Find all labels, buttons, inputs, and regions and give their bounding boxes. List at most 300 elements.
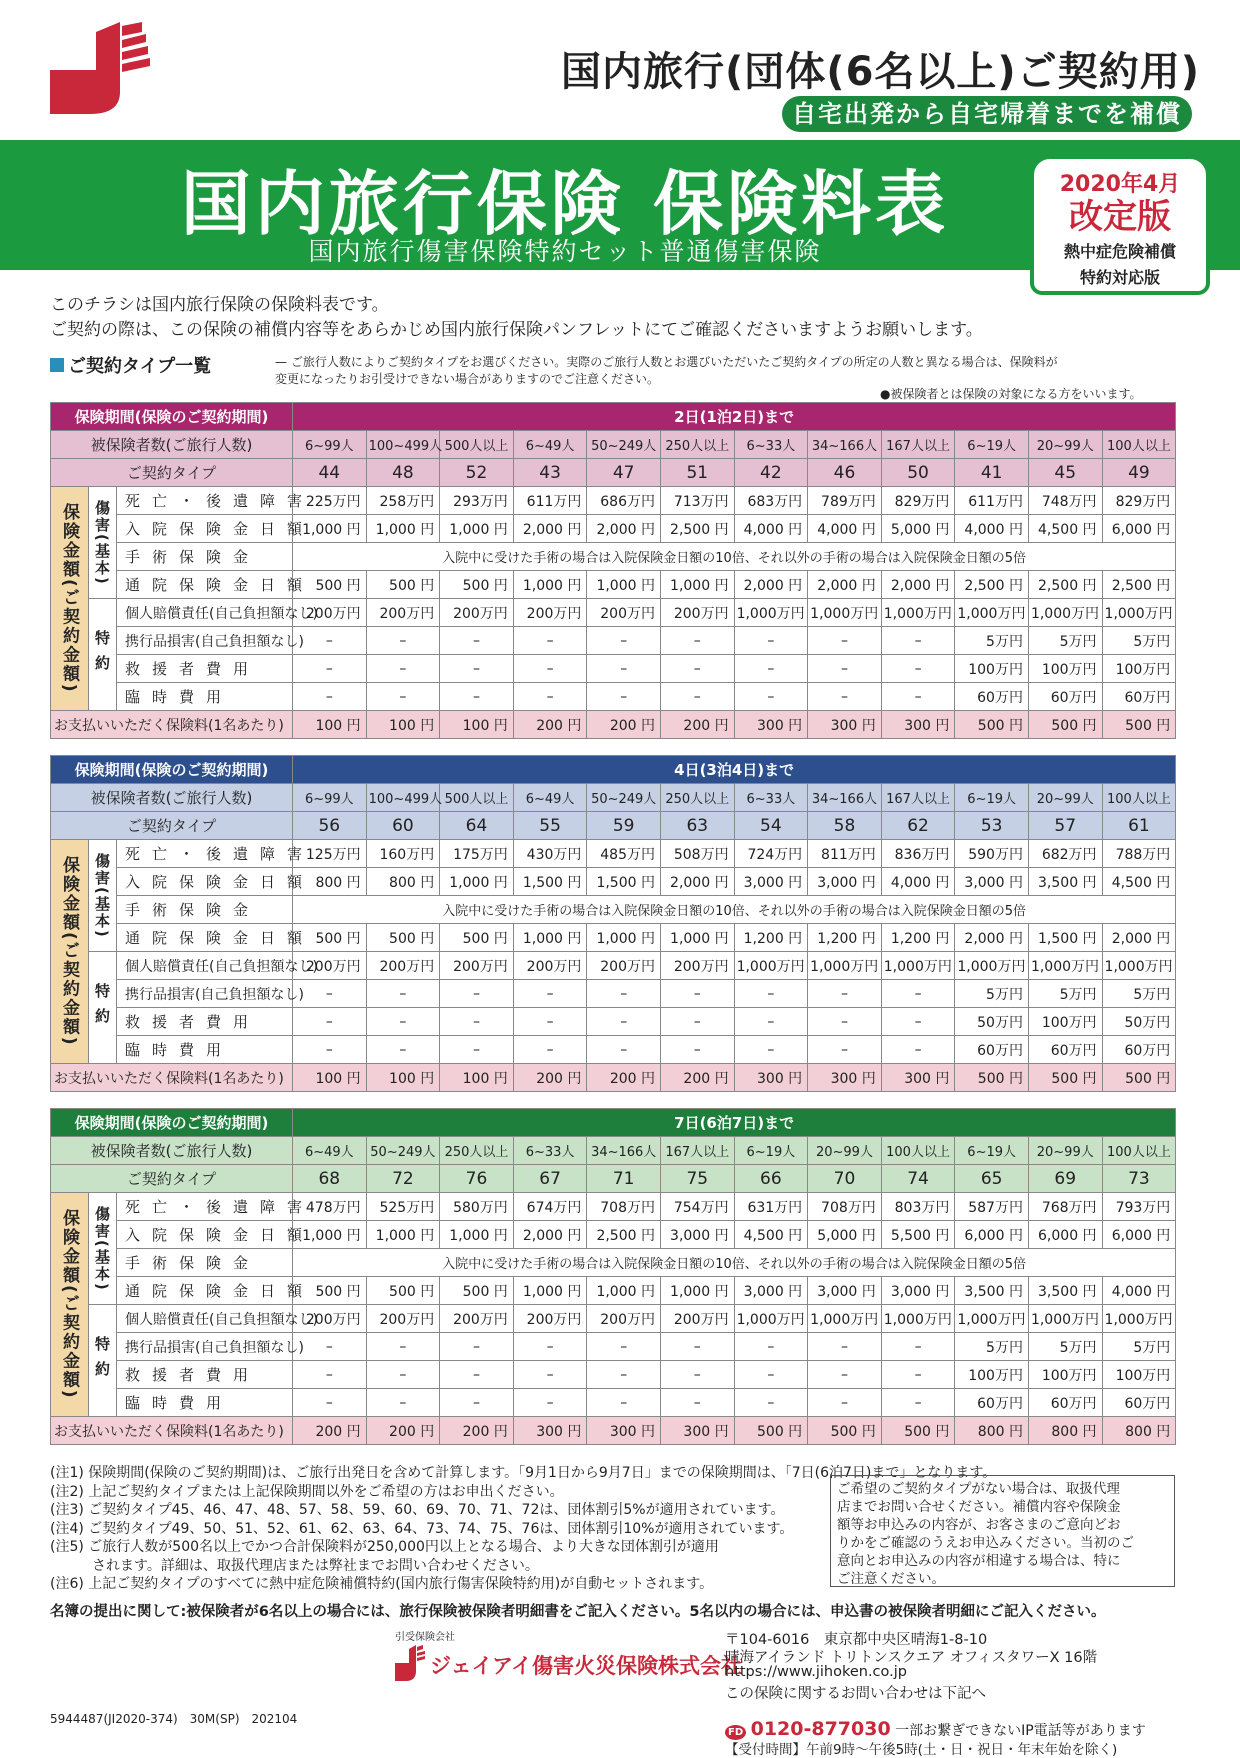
- outpatient-cell: 2,500 円: [1102, 571, 1176, 599]
- contract-type-cell: 61: [1102, 812, 1176, 840]
- baggage-cell: –: [440, 627, 514, 655]
- contract-type-cell: 70: [808, 1165, 882, 1193]
- hospital-label: 入院保険金日額: [117, 515, 293, 543]
- death-cell: 708万円: [808, 1193, 882, 1221]
- premium-cell: 200 円: [587, 1064, 661, 1092]
- baggage-cell: –: [881, 627, 955, 655]
- period-value: 7日(6泊7日)まで: [293, 1109, 1176, 1137]
- hospital-cell: 4,500 円: [1102, 868, 1176, 896]
- notice-line: りかをご確認のうえお申込みください。当初のご: [837, 1535, 1134, 1551]
- temp-cell: 60万円: [1028, 1036, 1102, 1064]
- death-cell: 225万円: [293, 487, 367, 515]
- contract-type-cell: 67: [513, 1165, 587, 1193]
- death-cell: 580万円: [440, 1193, 514, 1221]
- temp-cell: –: [293, 1389, 367, 1417]
- hospital-cell: 4,000 円: [955, 515, 1029, 543]
- premium-cell: 100 円: [366, 711, 440, 739]
- liability-cell: 200万円: [587, 599, 661, 627]
- hospital-cell: 4,000 円: [881, 868, 955, 896]
- premium-cell: 500 円: [1028, 1064, 1102, 1092]
- hospital-cell: 6,000 円: [1028, 1221, 1102, 1249]
- baggage-label: 携行品損害(自己負担額なし): [117, 980, 293, 1008]
- section-note: ●被保険者とは保険の対象になる方をいいます。: [880, 387, 1142, 401]
- liability-row: [51, 952, 1176, 980]
- liability-cell: 1,000万円: [1102, 1305, 1176, 1333]
- outpatient-cell: 2,000 円: [955, 924, 1029, 952]
- baggage-cell: –: [660, 1333, 734, 1361]
- temp-cell: –: [366, 683, 440, 711]
- liability-cell: 1,000万円: [955, 599, 1029, 627]
- contract-type-cell: 71: [587, 1165, 661, 1193]
- death-cell: 793万円: [1102, 1193, 1176, 1221]
- rescue-cell: –: [587, 1361, 661, 1389]
- baggage-cell: –: [440, 1333, 514, 1361]
- premium-cell: 200 円: [440, 1417, 514, 1445]
- liability-cell: 200万円: [366, 1305, 440, 1333]
- premium-cell: 100 円: [440, 711, 514, 739]
- period-label: 保険期間(保険のご契約期間): [51, 756, 293, 784]
- insured-count-cell: 6~49人: [513, 431, 587, 459]
- period-value: 2日(1泊2日)まで: [293, 403, 1176, 431]
- death-label: 死亡・後遺障害: [117, 487, 293, 515]
- outpatient-cell: 2,000 円: [808, 571, 882, 599]
- insured-count-label: 被保険者数(ご旅行人数): [51, 784, 293, 812]
- hospital-cell: 4,000 円: [808, 515, 882, 543]
- liability-cell: 1,000万円: [808, 1305, 882, 1333]
- outpatient-label: 通院保険金日額: [117, 1277, 293, 1305]
- premium-cell: 300 円: [660, 1417, 734, 1445]
- death-cell: 587万円: [955, 1193, 1029, 1221]
- basic-group-label: 傷害(基本): [89, 487, 117, 599]
- baggage-row: [51, 627, 1176, 655]
- baggage-cell: –: [734, 627, 808, 655]
- outpatient-cell: 3,500 円: [955, 1277, 1029, 1305]
- contract-type-cell: 75: [660, 1165, 734, 1193]
- outpatient-label: 通院保険金日額: [117, 924, 293, 952]
- hospital-label: 入院保険金日額: [117, 1221, 293, 1249]
- hospital-cell: 1,000 円: [440, 1221, 514, 1249]
- temp-cell: –: [808, 1389, 882, 1417]
- death-cell: 789万円: [808, 487, 882, 515]
- address-line: 晴海アイランド トリトンスクエア オフィスタワーX 16階: [725, 1650, 1098, 1666]
- rescue-cell: –: [808, 1361, 882, 1389]
- outpatient-row: [51, 571, 1176, 599]
- tel-number[interactable]: 0120-877030: [750, 1718, 891, 1740]
- premium-cell: 500 円: [1102, 1064, 1176, 1092]
- rescue-cell: –: [440, 1008, 514, 1036]
- rescue-row: [51, 655, 1176, 683]
- intro-line: このチラシは国内旅行保険の保険料表です。: [50, 295, 389, 315]
- temp-cell: –: [440, 683, 514, 711]
- insured-count-cell: 500人以上: [440, 784, 514, 812]
- rescue-cell: –: [293, 655, 367, 683]
- outpatient-cell: 500 円: [293, 571, 367, 599]
- liability-cell: 1,000万円: [1028, 952, 1102, 980]
- outpatient-cell: 2,000 円: [881, 571, 955, 599]
- premium-cell: 500 円: [1028, 711, 1102, 739]
- death-cell: 430万円: [513, 840, 587, 868]
- outpatient-cell: 3,000 円: [734, 1277, 808, 1305]
- insured-count-cell: 34~166人: [587, 1137, 661, 1165]
- hospital-cell: 6,000 円: [1102, 515, 1176, 543]
- contract-type-cell: 53: [955, 812, 1029, 840]
- death-cell: 478万円: [293, 1193, 367, 1221]
- temp-cell: –: [293, 1036, 367, 1064]
- contract-type-cell: 49: [1102, 459, 1176, 487]
- death-cell: 258万円: [366, 487, 440, 515]
- rescue-cell: –: [734, 1008, 808, 1036]
- premium-label: お支払いいただく保険料(1名あたり): [51, 1064, 293, 1092]
- rescue-cell: –: [587, 655, 661, 683]
- rescue-cell: –: [366, 1361, 440, 1389]
- outpatient-cell: 2,500 円: [1028, 571, 1102, 599]
- baggage-cell: –: [366, 627, 440, 655]
- premium-cell: 300 円: [513, 1417, 587, 1445]
- revision-badge: [1030, 155, 1210, 295]
- rescue-cell: –: [881, 1361, 955, 1389]
- footnote: (注2) 上記ご契約タイプまたは上記保険期間以外をご希望の方はお申出ください。: [50, 1483, 564, 1500]
- liability-cell: 1,000万円: [1102, 952, 1176, 980]
- premium-cell: 200 円: [293, 1417, 367, 1445]
- hospital-label: 入院保険金日額: [117, 868, 293, 896]
- insured-count-cell: 250人以上: [660, 784, 734, 812]
- temp-cell: 60万円: [1102, 1389, 1176, 1417]
- contract-type-cell: 42: [734, 459, 808, 487]
- footnote: (注3) ご契約タイプ45、46、47、48、57、58、59、60、69、70、71、72は、団体割引5%が適用されています。: [50, 1502, 785, 1518]
- death-cell: 683万円: [734, 487, 808, 515]
- liability-cell: 1,000万円: [808, 952, 882, 980]
- baggage-cell: –: [734, 980, 808, 1008]
- insured-count-cell: 100人以上: [1102, 431, 1176, 459]
- outpatient-row: [51, 1277, 1176, 1305]
- death-cell: 525万円: [366, 1193, 440, 1221]
- premium-cell: 300 円: [587, 1417, 661, 1445]
- rescue-cell: –: [587, 1008, 661, 1036]
- rescue-cell: –: [366, 655, 440, 683]
- liability-row: [51, 1305, 1176, 1333]
- insured-count-label: 被保険者数(ご旅行人数): [51, 431, 293, 459]
- rescue-cell: –: [513, 655, 587, 683]
- liability-label: 個人賠償責任(自己負担額なし): [117, 1305, 293, 1333]
- contract-type-cell: 69: [1028, 1165, 1102, 1193]
- hospital-cell: 4,500 円: [1028, 515, 1102, 543]
- surgery-note: 入院中に受けた手術の場合は入院保険金日額の10倍、それ以外の手術の場合は入院保険金日額の5倍: [293, 1249, 1176, 1277]
- issuer-name: ジェイアイ傷害火災保険株式会社: [430, 1654, 743, 1678]
- death-row: [51, 840, 1176, 868]
- insured-count-cell: 100人以上: [1102, 784, 1176, 812]
- death-row: [51, 1193, 1176, 1221]
- rescue-cell: 50万円: [1102, 1008, 1176, 1036]
- premium-cell: 200 円: [660, 1064, 734, 1092]
- rescue-cell: –: [293, 1008, 367, 1036]
- liability-cell: 1,000万円: [881, 952, 955, 980]
- hospital-cell: 800 円: [366, 868, 440, 896]
- baggage-cell: –: [587, 980, 661, 1008]
- hospital-cell: 5,500 円: [881, 1221, 955, 1249]
- sub-title: 国内旅行傷害保険特約セット普通傷害保険: [308, 237, 822, 266]
- outpatient-cell: 1,000 円: [660, 1277, 734, 1305]
- death-cell: 829万円: [1102, 487, 1176, 515]
- insured-count-row: [51, 431, 1176, 459]
- contract-type-cell: 58: [808, 812, 882, 840]
- hospital-cell: 1,000 円: [366, 515, 440, 543]
- square-icon: [50, 358, 64, 372]
- death-cell: 836万円: [881, 840, 955, 868]
- outpatient-cell: 1,000 円: [587, 924, 661, 952]
- hospital-cell: 3,000 円: [660, 1221, 734, 1249]
- contract-type-cell: 68: [293, 1165, 367, 1193]
- ji-logo: [50, 22, 150, 114]
- liability-cell: 1,000万円: [955, 952, 1029, 980]
- liability-cell: 200万円: [293, 1305, 367, 1333]
- premium-cell: 300 円: [808, 1064, 882, 1092]
- surgery-label: 手術保険金: [117, 1249, 293, 1277]
- contract-type-cell: 76: [440, 1165, 514, 1193]
- rescue-row: [51, 1008, 1176, 1036]
- baggage-cell: –: [366, 1333, 440, 1361]
- section-heading: ご契約タイプ一覧: [50, 352, 211, 378]
- temp-cell: –: [808, 683, 882, 711]
- liability-cell: 1,000万円: [808, 599, 882, 627]
- liability-label: 個人賠償責任(自己負担額なし): [117, 599, 293, 627]
- rescue-label: 救援者費用: [117, 1008, 293, 1036]
- outpatient-cell: 1,000 円: [660, 571, 734, 599]
- outpatient-cell: 2,000 円: [734, 571, 808, 599]
- liability-cell: 200万円: [660, 599, 734, 627]
- baggage-cell: –: [881, 1333, 955, 1361]
- insured-count-cell: 34~166人: [808, 431, 882, 459]
- temp-cell: –: [513, 1036, 587, 1064]
- insured-count-cell: 34~166人: [808, 784, 882, 812]
- rescue-cell: –: [513, 1008, 587, 1036]
- outpatient-cell: 4,000 円: [1102, 1277, 1176, 1305]
- outpatient-row: [51, 924, 1176, 952]
- contract-type-cell: 51: [660, 459, 734, 487]
- liability-cell: 200万円: [660, 1305, 734, 1333]
- premium-cell: 200 円: [513, 1064, 587, 1092]
- baggage-cell: 5万円: [1102, 1333, 1176, 1361]
- rescue-cell: –: [734, 655, 808, 683]
- premium-row: [51, 711, 1176, 739]
- baggage-cell: –: [660, 627, 734, 655]
- insured-count-label: 被保険者数(ご旅行人数): [51, 1137, 293, 1165]
- death-cell: 829万円: [881, 487, 955, 515]
- contract-type-cell: 57: [1028, 812, 1102, 840]
- section-note: — ご旅行人数によりご契約タイプをお選びください。実際のご旅行人数とお選びいただいたご契約タイプの所定の人数と異なる場合は、保険料が: [275, 355, 1058, 369]
- hospital-cell: 2,000 円: [660, 868, 734, 896]
- baggage-cell: 5万円: [1102, 980, 1176, 1008]
- baggage-label: 携行品損害(自己負担額なし): [117, 1333, 293, 1361]
- outpatient-label: 通院保険金日額: [117, 571, 293, 599]
- liability-cell: 200万円: [587, 1305, 661, 1333]
- liability-cell: 1,000万円: [1102, 599, 1176, 627]
- period-row: [51, 1109, 1176, 1137]
- period-row: [51, 403, 1176, 431]
- temp-cell: 60万円: [1102, 1036, 1176, 1064]
- baggage-cell: –: [366, 980, 440, 1008]
- insured-count-cell: 6~33人: [734, 784, 808, 812]
- hospital-cell: 1,000 円: [366, 1221, 440, 1249]
- issuer-label: 引受保険会社: [395, 1632, 455, 1643]
- outpatient-cell: 1,000 円: [660, 924, 734, 952]
- contract-type-cell: 62: [881, 812, 955, 840]
- roster-note: 名簿の提出に関して:被保険者が6名以上の場合には、旅行保険被保険者明細書をご記入ください。5名以内の場合には、申込書の被保険者明細にご記入ください。: [50, 1604, 1106, 1620]
- contract-type-cell: 55: [513, 812, 587, 840]
- insured-count-cell: 20~99人: [1028, 431, 1102, 459]
- special-group-label: 特約: [89, 952, 117, 1064]
- contract-type-cell: 45: [1028, 459, 1102, 487]
- temp-row: [51, 1389, 1176, 1417]
- baggage-cell: –: [293, 1333, 367, 1361]
- hospital-cell: 5,000 円: [808, 1221, 882, 1249]
- contract-type-cell: 47: [587, 459, 661, 487]
- rate-table: [50, 1108, 1176, 1445]
- hospital-cell: 3,000 円: [955, 868, 1029, 896]
- death-cell: 708万円: [587, 1193, 661, 1221]
- header-title: 国内旅行(団体(6名以上)ご契約用): [561, 49, 1200, 95]
- website-link[interactable]: https://www.jihoken.co.jp: [725, 1664, 907, 1680]
- badge-note1: 熱中症危険補償: [1063, 242, 1176, 261]
- insured-count-row: [51, 1137, 1176, 1165]
- temp-row: [51, 683, 1176, 711]
- surgery-note: 入院中に受けた手術の場合は入院保険金日額の10倍、それ以外の手術の場合は入院保険金日額の5倍: [293, 543, 1176, 571]
- contract-type-cell: 56: [293, 812, 367, 840]
- death-cell: 160万円: [366, 840, 440, 868]
- period-value: 4日(3泊4日)まで: [293, 756, 1176, 784]
- intro-line: ご契約の際は、この保険の補償内容等をあらかじめ国内旅行保険パンフレットにてご確認くださいますようお願いします。: [50, 320, 983, 340]
- temp-cell: –: [660, 1036, 734, 1064]
- temp-label: 臨時費用: [117, 1389, 293, 1417]
- baggage-cell: –: [440, 980, 514, 1008]
- insured-count-cell: 250人以上: [440, 1137, 514, 1165]
- outpatient-cell: 1,000 円: [513, 1277, 587, 1305]
- temp-cell: 60万円: [1028, 683, 1102, 711]
- hospital-cell: 4,500 円: [734, 1221, 808, 1249]
- surgery-row: [51, 543, 1176, 571]
- hospital-cell: 5,000 円: [881, 515, 955, 543]
- surgery-note: 入院中に受けた手術の場合は入院保険金日額の10倍、それ以外の手術の場合は入院保険金日額の5倍: [293, 896, 1176, 924]
- death-cell: 674万円: [513, 1193, 587, 1221]
- contract-type-cell: 74: [881, 1165, 955, 1193]
- contract-type-cell: 44: [293, 459, 367, 487]
- baggage-cell: –: [513, 627, 587, 655]
- rescue-cell: –: [808, 1008, 882, 1036]
- hospital-cell: 1,000 円: [440, 868, 514, 896]
- baggage-cell: –: [513, 1333, 587, 1361]
- death-row: [51, 487, 1176, 515]
- premium-cell: 800 円: [1028, 1417, 1102, 1445]
- death-label: 死亡・後遺障害: [117, 840, 293, 868]
- death-cell: 631万円: [734, 1193, 808, 1221]
- contract-type-cell: 60: [366, 812, 440, 840]
- insured-count-cell: 6~33人: [734, 431, 808, 459]
- contract-type-cell: 72: [366, 1165, 440, 1193]
- outpatient-cell: 500 円: [293, 924, 367, 952]
- liability-cell: 1,000万円: [734, 952, 808, 980]
- premium-cell: 300 円: [734, 711, 808, 739]
- baggage-cell: 5万円: [955, 627, 1029, 655]
- liability-cell: 200万円: [587, 952, 661, 980]
- doc-code: 5944487(JI2020-374) 30M(SP) 202104: [50, 1712, 298, 1726]
- premium-cell: 100 円: [440, 1064, 514, 1092]
- death-cell: 293万円: [440, 487, 514, 515]
- insured-count-cell: 20~99人: [1028, 1137, 1102, 1165]
- liability-cell: 200万円: [513, 952, 587, 980]
- outpatient-cell: 1,200 円: [808, 924, 882, 952]
- hospital-cell: 3,500 円: [1028, 868, 1102, 896]
- liability-cell: 200万円: [660, 952, 734, 980]
- baggage-cell: –: [587, 627, 661, 655]
- badge-edition: 改定版: [1069, 197, 1171, 237]
- period-label: 保険期間(保険のご契約期間): [51, 403, 293, 431]
- contract-type-cell: 46: [808, 459, 882, 487]
- liability-cell: 200万円: [440, 1305, 514, 1333]
- contract-type-cell: 64: [440, 812, 514, 840]
- insured-count-cell: 167人以上: [881, 784, 955, 812]
- contract-type-label: ご契約タイプ: [51, 1165, 293, 1193]
- liability-cell: 200万円: [440, 599, 514, 627]
- contract-type-row: [51, 1165, 1176, 1193]
- insured-count-cell: 6~19人: [734, 1137, 808, 1165]
- outpatient-cell: 3,000 円: [808, 1277, 882, 1305]
- temp-cell: 60万円: [1028, 1389, 1102, 1417]
- address-line: 〒104-6016 東京都中央区晴海1-8-10: [725, 1632, 988, 1648]
- footnote: (注5) ご旅行人数が500名以上でかつ合計保険料が250,000円以上となる場合、より大きな団体割引が適用: [50, 1539, 719, 1555]
- contract-type-cell: 63: [660, 812, 734, 840]
- hospital-cell: 1,000 円: [440, 515, 514, 543]
- footnote: (注1) 保険期間(保険のご契約期間)は、ご旅行出発日を含めて計算します。「9月1日から9月7日」までの保険期間は、「7日(6泊7日)まで」となります。: [50, 1465, 997, 1481]
- insured-count-cell: 100人以上: [1102, 1137, 1176, 1165]
- badge-note2: 特約対応版: [1079, 268, 1160, 287]
- hospital-cell: 1,500 円: [587, 868, 661, 896]
- temp-cell: 60万円: [1102, 683, 1176, 711]
- outpatient-cell: 3,500 円: [1028, 1277, 1102, 1305]
- rescue-label: 救援者費用: [117, 655, 293, 683]
- contract-type-cell: 54: [734, 812, 808, 840]
- insured-count-cell: 6~99人: [293, 431, 367, 459]
- outpatient-cell: 500 円: [366, 1277, 440, 1305]
- liability-cell: 1,000万円: [955, 1305, 1029, 1333]
- temp-cell: –: [660, 683, 734, 711]
- baggage-cell: –: [660, 980, 734, 1008]
- hospital-cell: 4,000 円: [734, 515, 808, 543]
- temp-cell: –: [660, 1389, 734, 1417]
- premium-cell: 100 円: [293, 711, 367, 739]
- baggage-cell: 5万円: [1028, 627, 1102, 655]
- hospital-cell: 6,000 円: [1102, 1221, 1176, 1249]
- outpatient-cell: 1,000 円: [513, 571, 587, 599]
- insured-count-cell: 167人以上: [881, 431, 955, 459]
- freedial-icon: FD: [725, 1725, 746, 1740]
- death-cell: 768万円: [1028, 1193, 1102, 1221]
- temp-cell: –: [513, 1389, 587, 1417]
- premium-cell: 100 円: [293, 1064, 367, 1092]
- tel-line: [725, 1718, 1146, 1740]
- premium-cell: 200 円: [587, 711, 661, 739]
- rescue-cell: 100万円: [955, 1361, 1029, 1389]
- surgery-row: [51, 896, 1176, 924]
- hospital-cell: 3,000 円: [734, 868, 808, 896]
- baggage-cell: –: [808, 980, 882, 1008]
- notice-line: 意向とお申込みの内容が相違する場合は、特に: [837, 1553, 1121, 1569]
- death-cell: 125万円: [293, 840, 367, 868]
- outpatient-cell: 500 円: [293, 1277, 367, 1305]
- rescue-label: 救援者費用: [117, 1361, 293, 1389]
- insured-count-cell: 100~499人: [366, 784, 440, 812]
- rescue-row: [51, 1361, 1176, 1389]
- baggage-cell: –: [808, 1333, 882, 1361]
- insured-count-cell: 6~33人: [513, 1137, 587, 1165]
